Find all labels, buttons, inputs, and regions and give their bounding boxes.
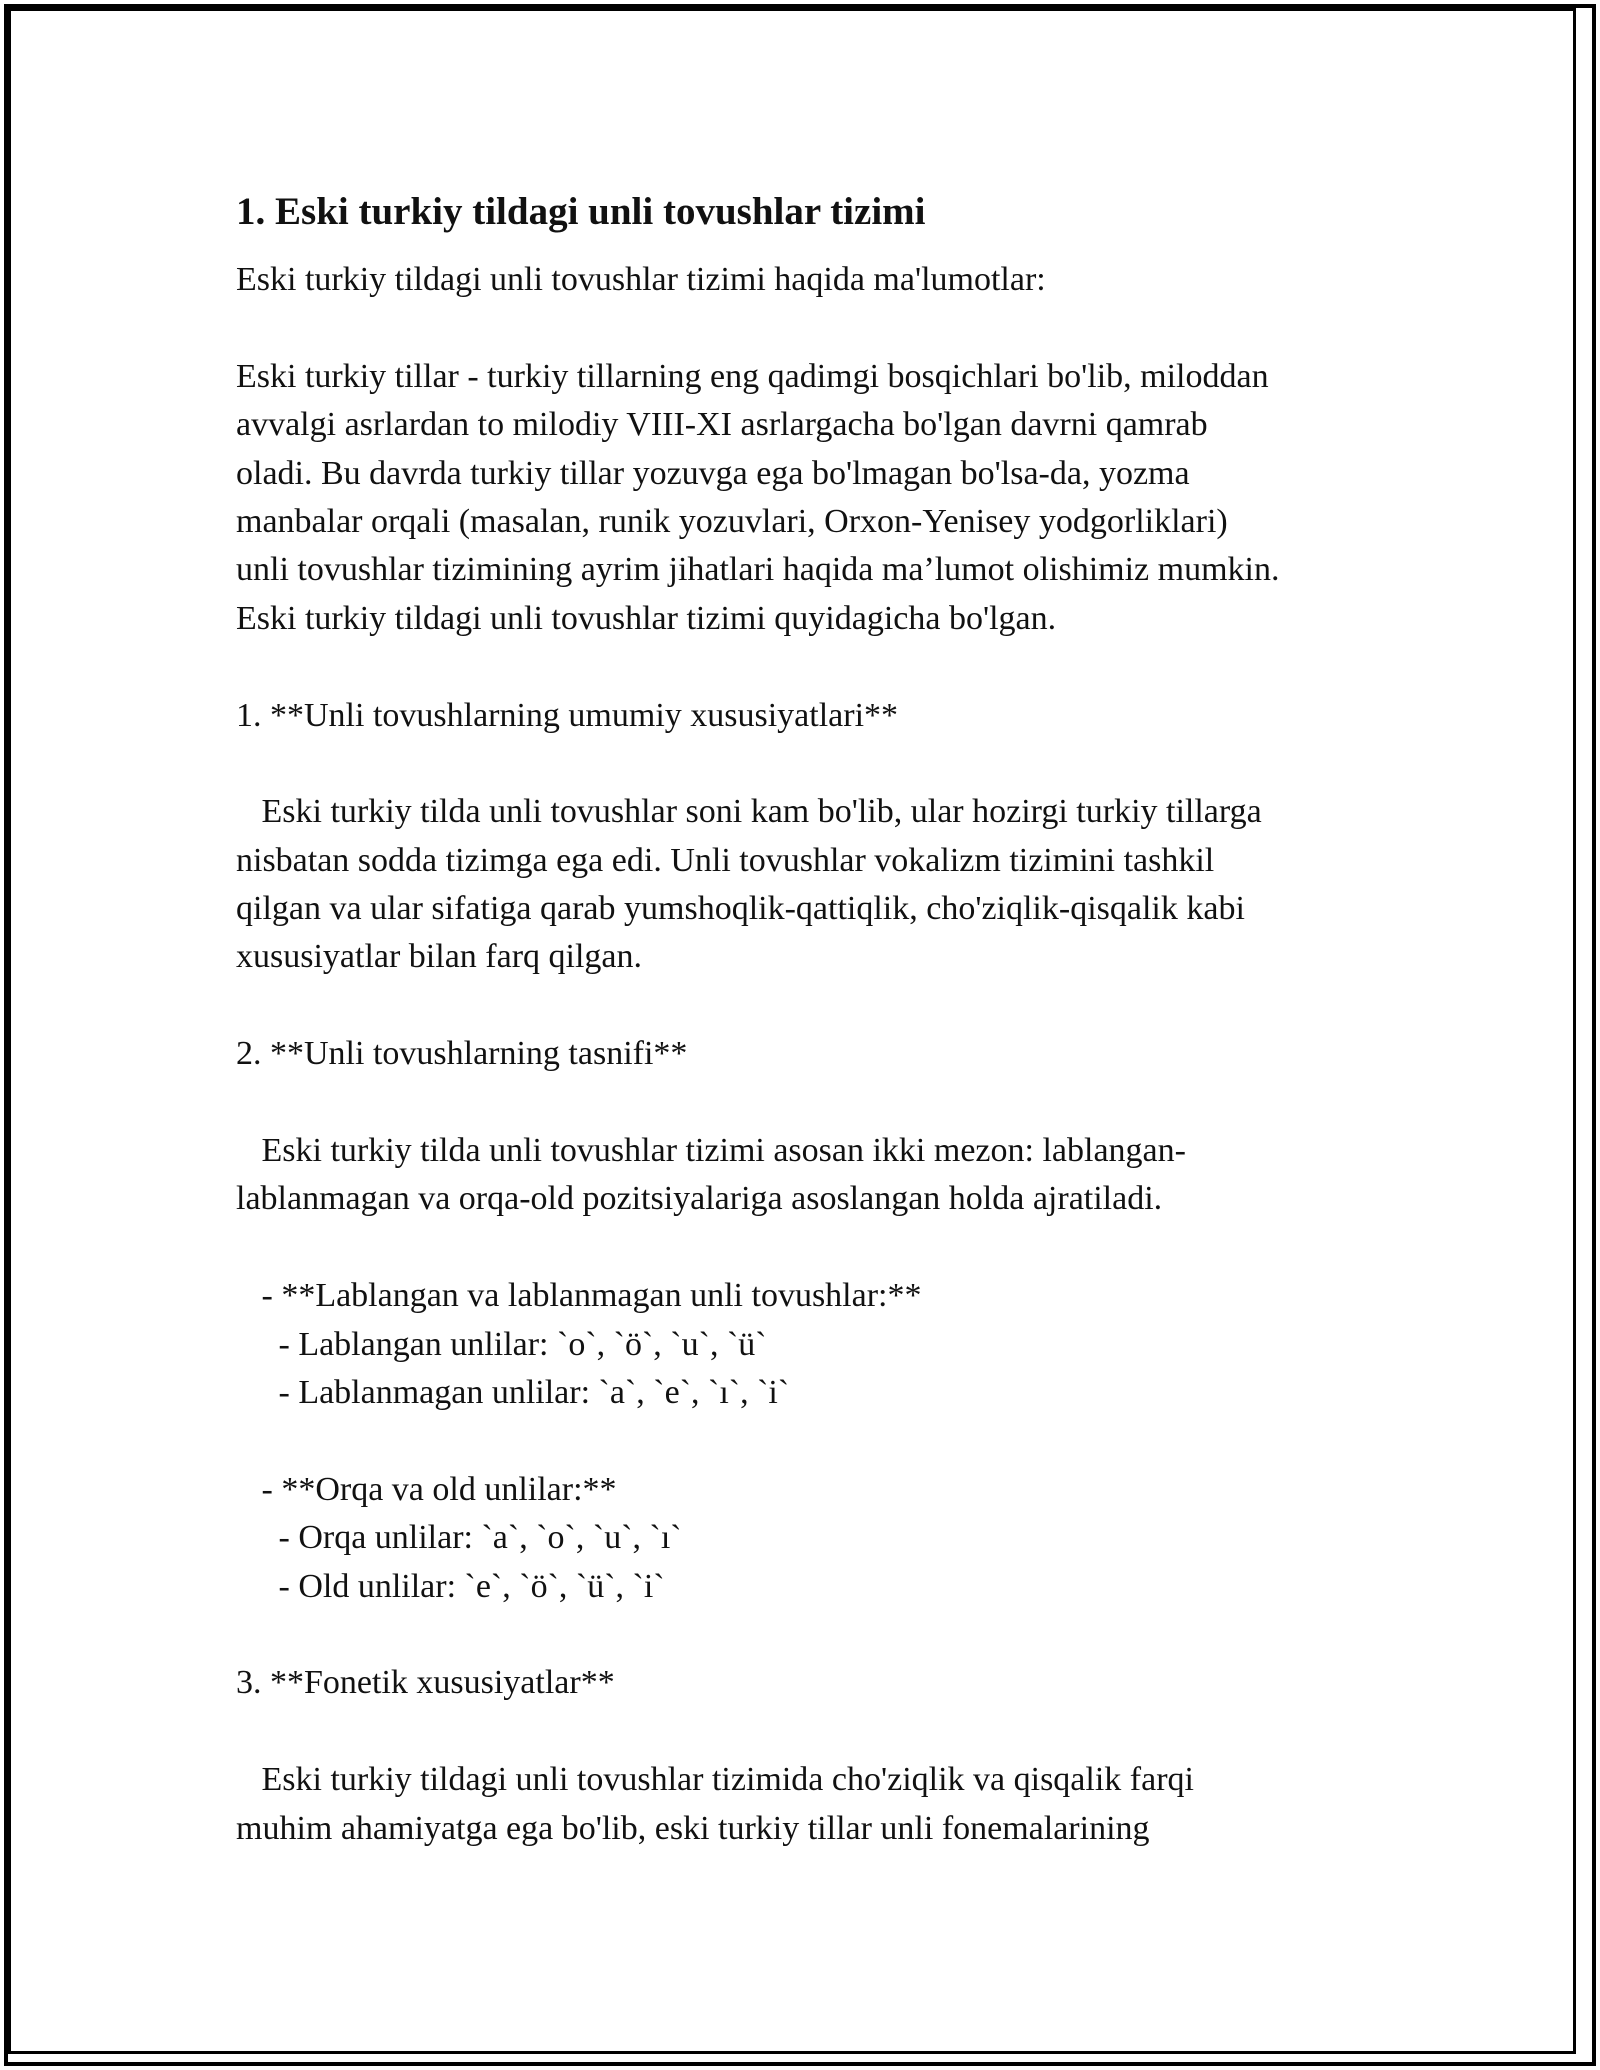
paragraph-line: Eski turkiy tildagi unli tovushlar tizimi quyidagicha bo'lgan. xyxy=(236,599,1057,637)
spacer xyxy=(236,982,1386,1030)
section-text-line: nisbatan sodda tizimga ega edi. Unli tovushlar vokalizm tizimini tashkil xyxy=(236,841,1215,879)
section-heading: 2. **Unli tovushlarning tasnifi** xyxy=(236,1035,688,1073)
spacer xyxy=(236,643,1386,691)
section-text-line: qilgan va ular sifatiga qarab yumshoqlik-qattiqlik, cho'ziqlik-qisqalik kabi xyxy=(236,890,1245,928)
list-subitem: - Old unlilar: `e`, `ö`, `ü`, `i` xyxy=(236,1567,665,1605)
spacer xyxy=(236,304,1386,352)
section-text-line: Eski turkiy tilda unli tovushlar soni kam bo'lib, ular hozirgi turkiy tillarga xyxy=(236,793,1262,831)
spacer xyxy=(236,1079,1386,1127)
list-subitem: - Orqa unlilar: `a`, `o`, `u`, `ı` xyxy=(236,1519,682,1557)
spacer xyxy=(236,1708,1386,1756)
paragraph-line: unli tovushlar tizimining ayrim jihatlari haqida ma’lumot olishimiz mumkin. xyxy=(236,551,1280,589)
paragraph-line: manbalar orqali (masalan, runik yozuvlari, Orxon-Yenisey yodgorliklari) xyxy=(236,502,1228,540)
section-heading: 1. **Unli tovushlarning umumiy xususiyatlari** xyxy=(236,696,899,734)
section-text-line: Eski turkiy tilda unli tovushlar tizimi asosan ikki mezon: lablangan- xyxy=(236,1132,1186,1170)
list-item: - **Orqa va old unlilar:** xyxy=(236,1470,617,1508)
paragraph-line: Eski turkiy tillar - turkiy tillarning eng qadimgi bosqichlari bo'lib, miloddan xyxy=(236,357,1269,395)
spacer xyxy=(236,1224,1386,1272)
spacer xyxy=(236,1417,1386,1465)
section-text-line: lablanmagan va orqa-old pozitsiyalariga asoslangan holda ajratiladi. xyxy=(236,1180,1163,1218)
section-text-line: muhim ahamiyatga ega bo'lib, eski turkiy tillar unli fonemalarining xyxy=(236,1809,1150,1847)
spacer xyxy=(236,1611,1386,1659)
list-subitem: - Lablanmagan unlilar: `a`, `e`, `ı`, `i` xyxy=(236,1373,790,1411)
spacer xyxy=(236,740,1386,788)
intro-line: Eski turkiy tildagi unli tovushlar tizimi haqida ma'lumotlar: xyxy=(236,261,1046,298)
document-body xyxy=(236,188,1386,1853)
section-heading: 3. **Fonetik xususiyatlar** xyxy=(236,1664,615,1702)
list-subitem: - Lablangan unlilar: `o`, `ö`, `u`, `ü` xyxy=(236,1325,767,1363)
page-title: 1. Eski turkiy tildagi unli tovushlar tizimi xyxy=(236,190,926,233)
section-text-line: xususiyatlar bilan farq qilgan. xyxy=(236,938,643,976)
list-item: - **Lablangan va lablanmagan unli tovushlar:** xyxy=(236,1277,922,1315)
paragraph-line: avvalgi asrlardan to milodiy VIII-XI asrlargacha bo'lgan davrni qamrab xyxy=(236,406,1208,444)
paragraph-line: oladi. Bu davrda turkiy tillar yozuvga ega bo'lmagan bo'lsa-da, yozma xyxy=(236,454,1190,492)
section-text-line: Eski turkiy tildagi unli tovushlar tizimida cho'ziqlik va qisqalik farqi xyxy=(236,1761,1194,1799)
